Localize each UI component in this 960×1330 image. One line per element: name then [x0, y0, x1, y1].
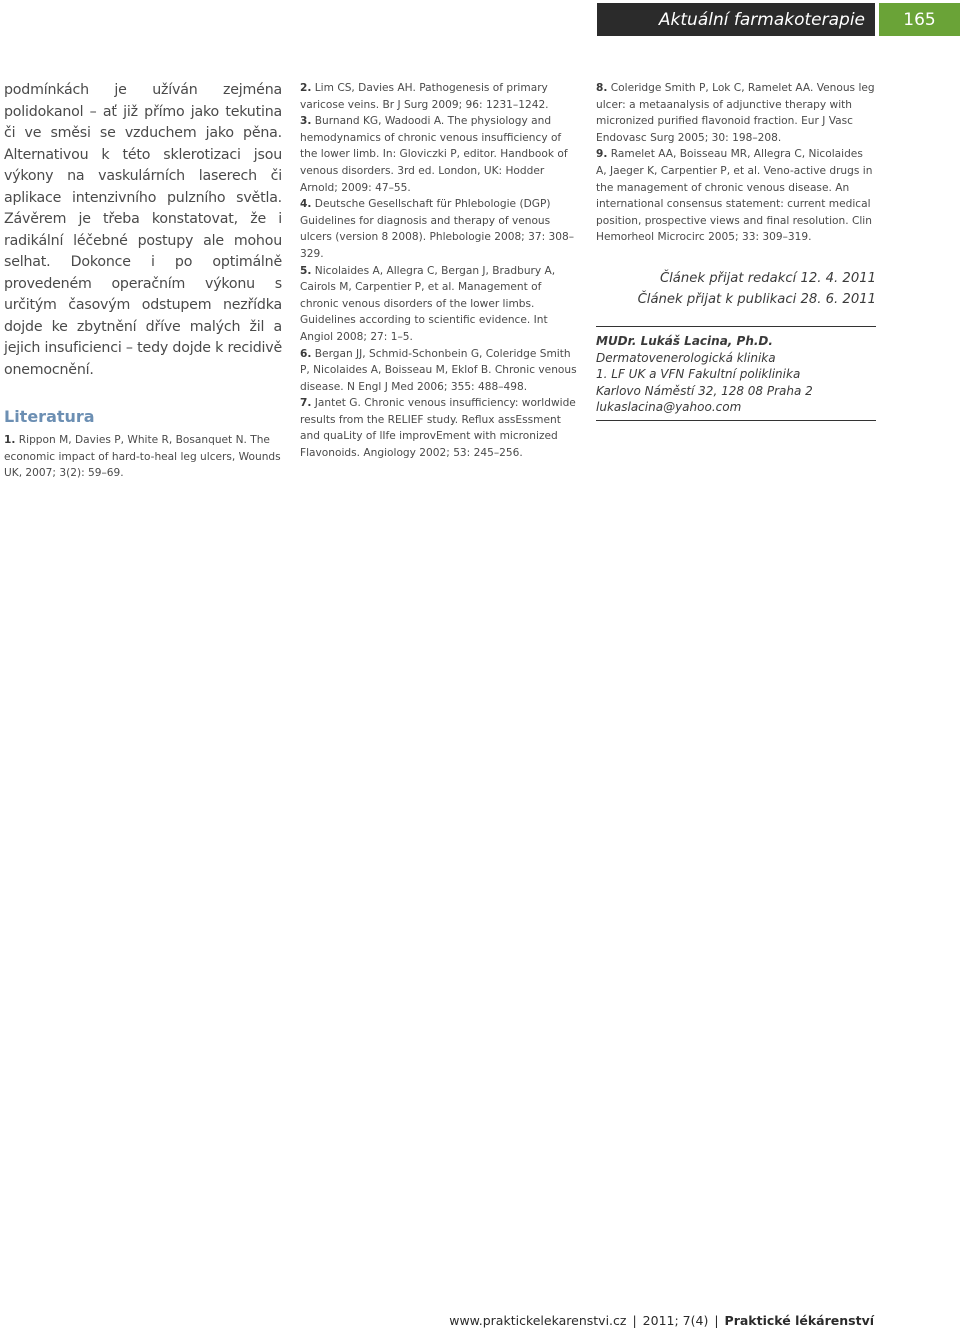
reference-item	[300, 263, 579, 346]
reference-text: Rippon M, Davies P, White R, Bosanquet N. The economic impact of hard-to-heal leg ulcers, Wounds UK, 2007; 3(2): 59–69.	[4, 434, 281, 480]
reference-number: 7.	[300, 397, 312, 410]
column-2	[300, 80, 579, 462]
author-name: MUDr. Lukáš Lacina, Ph.D.	[596, 333, 773, 348]
reference-item	[300, 346, 579, 396]
reference-item	[300, 80, 579, 113]
reference-number: 1.	[4, 434, 16, 446]
reference-number: 8.	[596, 82, 608, 94]
footer-separator: |	[632, 1313, 637, 1328]
reference-text: Deutsche Gesellschaft für Phlebologie (DGP) Guidelines for diagnosis and therapy of venous ulcers (version 8 2008). Phlebologie 2008; 37: 308–329.	[300, 198, 575, 260]
reference-text: Coleridge Smith P, Lok C, Ramelet AA. Venous leg ulcer: a metaanalysis of adjunctive therapy with micronized purified flavonoid fraction. Eur J Vasc Endovasc Surg 2005; 30: 198–208.	[596, 82, 875, 144]
page-number: 165	[903, 9, 936, 30]
footer-journal: Praktické lékárenství	[724, 1313, 874, 1328]
section-title: Aktuální farmakoterapie	[658, 9, 865, 30]
reference-text: Lim CS, Davies AH. Pathogenesis of primary varicose veins. Br J Surg 2009; 96: 1231–1242.	[300, 82, 549, 111]
column-1	[4, 80, 282, 482]
acceptance-dates	[596, 268, 876, 310]
reference-number: 2.	[300, 82, 312, 94]
reference-text: Jantet G. Chronic venous insufficiency: worldwide results from the RELIEF study. Reflux assEssment and quaLity of lIfe improvEment with micronized Flavonoids. Angiology 2002; 53: 245–256.	[300, 397, 576, 460]
author-address: Karlovo Náměstí 32, 128 08 Praha 2	[596, 383, 813, 398]
reference-text: Bergan JJ, Schmid-Schonbein G, Coleridge Smith P, Nicolaides A, Boisseau M, Eklof B. Chronic venous disease. N Engl J Med 2006; 355: 488–498.	[300, 347, 577, 393]
reference-item	[300, 395, 579, 461]
reference-text: Ramelet AA, Boisseau MR, Allegra C, Nicolaides A, Jaeger K, Carpentier P, et al. Veno-active drugs in the management of chronic venous disease. An international consensus statement: current medical position, prospective views and final resolution. Clin Hemorheol Microcirc 2005; 33: 309–319.	[596, 148, 873, 244]
reference-item	[4, 432, 282, 482]
footer-separator: |	[714, 1313, 719, 1328]
received-date: Článek přijat redakcí 12. 4. 2011	[659, 270, 876, 286]
literature-heading: Literatura	[4, 407, 95, 426]
body-paragraph: podmínkách je užíván zejména polidokanol – ať již přímo jako tekutina či ve směsi se vzduchem jako pěna. Alternativou k této sklerotizaci jsou výkony na vaskulárních laserech či aplikace intenzivního pulzního světla. Závěrem je třeba konstatovat, že i radikální léčebné postupy ale mohou selhat. Dokonce i po optimálně provedeném operačním výkonu s určitým časovým odstupem nezřídka dojde ke zbytnění dříve malých žil a jejich insuficienci – tedy dojde k recidivě onemocnění.	[4, 82, 282, 378]
reference-text: Nicolaides A, Allegra C, Bergan J, Bradbury A, Cairols M, Carpentier P, et al. Management of chronic venous disorders of the lower limbs. Guidelines according to scientific evidence. Int Angiol 2008; 27: 1–5.	[300, 264, 556, 343]
reference-number: 3.	[300, 115, 312, 128]
reference-number: 4.	[300, 198, 312, 211]
header-section-title	[597, 3, 875, 36]
reference-item	[300, 113, 579, 196]
author-department: Dermatovenerologická klinika	[596, 350, 776, 365]
reference-text: Burnand KG, Wadoodi A. The physiology and hemodynamics of chronic venous insufficiency of the lower limb. In: Gloviczki P, editor. Handbook of venous disorders. 3rd ed. London, UK: Hodder Arnold; 2009: 47–55.	[300, 115, 568, 194]
published-date: Článek přijat k publikaci 28. 6. 2011	[637, 291, 876, 307]
author-contact	[596, 326, 876, 421]
page-number-badge	[879, 3, 960, 36]
page-footer	[449, 1313, 874, 1328]
footer-issue: 2011; 7(4)	[642, 1313, 709, 1328]
column-3	[596, 80, 876, 421]
footer-website[interactable]: www.praktickelekarenstvi.cz	[449, 1313, 627, 1328]
reference-item	[300, 196, 579, 262]
reference-item	[596, 80, 876, 146]
reference-number: 9.	[596, 148, 608, 161]
reference-item	[596, 146, 876, 246]
reference-number: 6.	[300, 347, 312, 360]
author-institution: 1. LF UK a VFN Fakultní poliklinika	[596, 367, 801, 382]
reference-number: 5.	[300, 264, 312, 277]
author-email[interactable]: lukaslacina@yahoo.com	[596, 400, 742, 415]
